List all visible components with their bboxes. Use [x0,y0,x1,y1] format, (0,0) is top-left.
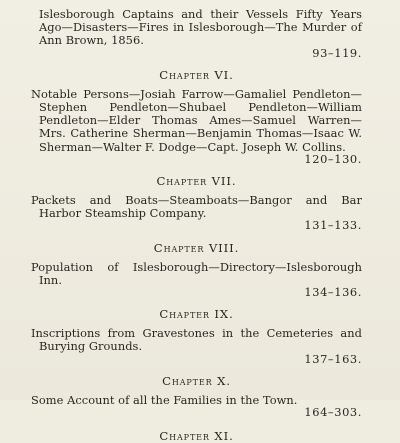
chapter-heading: Chapter X. [162,373,231,388]
page-range: 120–130. [304,151,362,166]
page-range: 164–303. [304,405,362,420]
entry-text: Inscriptions from Gravestones in the Cemeteries and Burying Grounds. [31,326,362,354]
chapter-heading: Chapter VIII. [153,240,240,255]
chapter-11-section [31,429,362,443]
chapter-heading: Chapter XI. [159,429,234,443]
chapter-10-section [31,374,362,419]
page-range: 93–119. [312,45,362,60]
entry-text: Islesborough Captains and their Vessels Fifty Years Ago—Disasters—Fires in Islesborough—The Murder of Ann Brown, 1856. [39,7,362,48]
chapter-heading: Chapter VI. [159,67,234,82]
entry-text: Population of Islesborough—Directory—Islesborough Inn. [31,259,362,287]
chapter-heading: Chapter VII. [156,174,237,189]
entry-text: Notable Persons—Josiah Farrow—Gamaliel Pendleton—Stephen Pendleton—Shubael Pendleton—William Pendleton—Elder Thomas Ames—Samuel Warren—Mrs. Catherine Sherman—Benjamin Thomas—Isaac W. Sherman—Walter F. Dodge—Capt. Joseph W. Collins. [31,86,362,154]
page-range: 134–136. [304,285,362,300]
entry-text: Packets and Boats—Steamboats—Bangor and Bar Harbor Steamship Company. [31,193,362,221]
chapter-heading: Chapter IX. [159,307,234,322]
chapter-6-section [31,68,362,166]
page-range: 137–163. [304,351,362,366]
entry-text: Some Account of all the Families in the Town. [31,392,298,407]
chapter-8-section [31,241,362,300]
chapter-9-section [31,307,362,366]
chapter-7-section [31,174,362,233]
continuation-entry [31,8,362,60]
page-range: 131–133. [304,218,362,233]
